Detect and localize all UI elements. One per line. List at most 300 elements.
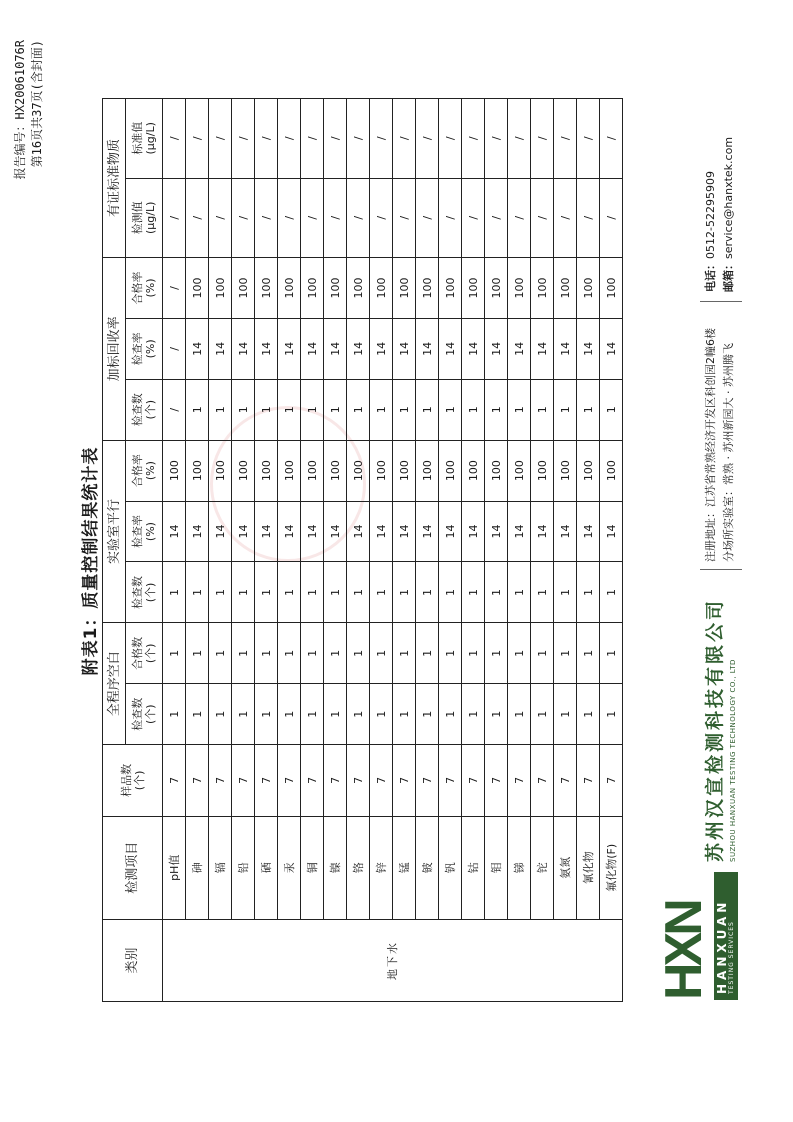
- cell-crm-measured: /: [531, 178, 554, 257]
- cell-spike-pass-rate: 100: [600, 258, 623, 319]
- cell-crm-measured: /: [485, 178, 508, 257]
- table-row: [324, 99, 347, 1002]
- cell-blank-checked: 1: [531, 684, 554, 745]
- cell-parallel-pass-rate: 100: [209, 440, 232, 501]
- header-spike-checked: 检查数 (个): [126, 379, 163, 440]
- cell-blank-qualified: 1: [255, 623, 278, 684]
- cell-parallel-check-rate: 14: [439, 501, 462, 562]
- cell-parallel-checked: 1: [554, 562, 577, 623]
- cell-spike-check-rate: 14: [255, 318, 278, 379]
- cell-blank-checked: 1: [209, 684, 232, 745]
- cell-spike-checked: 1: [577, 379, 600, 440]
- cell-blank-qualified: 1: [209, 623, 232, 684]
- cell-sample-count: 7: [600, 745, 623, 816]
- cell-blank-qualified: 1: [439, 623, 462, 684]
- cell-spike-check-rate: 14: [186, 318, 209, 379]
- cell-parallel-checked: 1: [577, 562, 600, 623]
- table-row: [301, 99, 324, 1002]
- cell-blank-checked: 1: [554, 684, 577, 745]
- cell-spike-check-rate: 14: [370, 318, 393, 379]
- cell-spike-checked: 1: [554, 379, 577, 440]
- cell-spike-check-rate: 14: [554, 318, 577, 379]
- cell-sample-count: 7: [278, 745, 301, 816]
- cell-sample-count: 7: [508, 745, 531, 816]
- cell-parallel-checked: 1: [278, 562, 301, 623]
- cell-spike-pass-rate: 100: [393, 258, 416, 319]
- table-row: [485, 99, 508, 1002]
- cell-crm-measured: /: [416, 178, 439, 257]
- cell-parallel-pass-rate: 100: [301, 440, 324, 501]
- cell-sample-count: 7: [347, 745, 370, 816]
- cell-blank-checked: 1: [347, 684, 370, 745]
- cell-parallel-pass-rate: 100: [163, 440, 186, 501]
- cell-spike-pass-rate: 100: [462, 258, 485, 319]
- cell-spike-checked: 1: [600, 379, 623, 440]
- cell-crm-standard: /: [416, 99, 439, 179]
- cell-blank-checked: 1: [324, 684, 347, 745]
- cell-crm-standard: /: [301, 99, 324, 179]
- cell-item: 铊: [531, 816, 554, 919]
- cell-parallel-checked: 1: [393, 562, 416, 623]
- table-row: [393, 99, 416, 1002]
- cell-sample-count: 7: [577, 745, 600, 816]
- header-parallel-check-rate: 检查率 (%): [126, 501, 163, 562]
- lab-locations: 分场所实验室：常熟 · 苏州新园大 · 苏州腾飞: [722, 343, 735, 562]
- cell-sample-count: 7: [301, 745, 324, 816]
- cell-sample-count: 7: [255, 745, 278, 816]
- cell-blank-checked: 1: [600, 684, 623, 745]
- cell-blank-checked: 1: [508, 684, 531, 745]
- logo-sub: TESTING SERVICES: [728, 921, 735, 994]
- cell-blank-checked: 1: [186, 684, 209, 745]
- cell-parallel-pass-rate: 100: [278, 440, 301, 501]
- cell-spike-check-rate: 14: [577, 318, 600, 379]
- table-row: [347, 99, 370, 1002]
- cell-spike-check-rate: 14: [416, 318, 439, 379]
- cell-parallel-checked: 1: [462, 562, 485, 623]
- cell-sample-count: 7: [393, 745, 416, 816]
- cell-spike-pass-rate: 100: [255, 258, 278, 319]
- cell-parallel-check-rate: 14: [255, 501, 278, 562]
- cell-blank-qualified: 1: [393, 623, 416, 684]
- company-name-cn: 苏州汉宣检测科技有限公司: [704, 597, 726, 862]
- footer-divider: [700, 569, 742, 570]
- table-row: [439, 99, 462, 1002]
- cell-item: 锑: [508, 816, 531, 919]
- cell-crm-standard: /: [462, 99, 485, 179]
- cell-parallel-checked: 1: [370, 562, 393, 623]
- cell-spike-checked: 1: [485, 379, 508, 440]
- cell-crm-standard: /: [209, 99, 232, 179]
- cell-item: 氰化物: [577, 816, 600, 919]
- cell-spike-check-rate: 14: [324, 318, 347, 379]
- cell-crm-measured: /: [577, 178, 600, 257]
- cell-item: 砷: [186, 816, 209, 919]
- cell-spike-pass-rate: 100: [209, 258, 232, 319]
- cell-sample-count: 7: [462, 745, 485, 816]
- cell-parallel-check-rate: 14: [462, 501, 485, 562]
- cell-category: 地下水: [163, 919, 623, 1001]
- cell-parallel-check-rate: 14: [232, 501, 255, 562]
- cell-parallel-check-rate: 14: [301, 501, 324, 562]
- header-blank-checked: 检查数 (个): [126, 684, 163, 745]
- cell-blank-checked: 1: [393, 684, 416, 745]
- cell-sample-count: 7: [531, 745, 554, 816]
- company-name-block: [700, 598, 737, 862]
- cell-spike-check-rate: 14: [462, 318, 485, 379]
- email-address: service@hanxtek.com: [722, 136, 735, 259]
- contact-block: [702, 137, 738, 292]
- cell-crm-standard: /: [278, 99, 301, 179]
- cell-parallel-checked: 1: [301, 562, 324, 623]
- cell-blank-checked: 1: [416, 684, 439, 745]
- cell-sample-count: 7: [232, 745, 255, 816]
- cell-item: 硒: [255, 816, 278, 919]
- cell-parallel-checked: 1: [439, 562, 462, 623]
- header-crm: 有证标准物质: [103, 99, 126, 258]
- cell-spike-checked: 1: [324, 379, 347, 440]
- table-row: [163, 99, 186, 1002]
- cell-parallel-checked: 1: [232, 562, 255, 623]
- cell-item: 钼: [485, 816, 508, 919]
- cell-parallel-check-rate: 14: [416, 501, 439, 562]
- table-row: [370, 99, 393, 1002]
- cell-crm-standard: /: [577, 99, 600, 179]
- cell-blank-qualified: 1: [370, 623, 393, 684]
- cell-sample-count: 7: [209, 745, 232, 816]
- cell-sample-count: 7: [324, 745, 347, 816]
- cell-blank-qualified: 1: [600, 623, 623, 684]
- cell-item: 镉: [209, 816, 232, 919]
- cell-spike-pass-rate: 100: [186, 258, 209, 319]
- header-blank: 全程序空白: [103, 623, 126, 745]
- header-spike: 加标回收率: [103, 258, 126, 441]
- cell-blank-checked: 1: [232, 684, 255, 745]
- cell-parallel-checked: 1: [531, 562, 554, 623]
- cell-spike-pass-rate: /: [163, 258, 186, 319]
- table-row: [531, 99, 554, 1002]
- cell-blank-qualified: 1: [554, 623, 577, 684]
- cell-parallel-check-rate: 14: [600, 501, 623, 562]
- cell-sample-count: 7: [163, 745, 186, 816]
- cell-parallel-checked: 1: [163, 562, 186, 623]
- cell-item: 钒: [439, 816, 462, 919]
- cell-parallel-check-rate: 14: [554, 501, 577, 562]
- cell-spike-pass-rate: 100: [301, 258, 324, 319]
- cell-spike-pass-rate: 100: [347, 258, 370, 319]
- cell-blank-checked: 1: [577, 684, 600, 745]
- cell-spike-checked: 1: [439, 379, 462, 440]
- quality-control-table: [102, 98, 623, 1002]
- cell-parallel-checked: 1: [416, 562, 439, 623]
- report-number-block: [12, 40, 46, 179]
- cell-spike-pass-rate: 100: [531, 258, 554, 319]
- cell-parallel-check-rate: 14: [531, 501, 554, 562]
- cell-parallel-pass-rate: 100: [485, 440, 508, 501]
- cell-blank-checked: 1: [278, 684, 301, 745]
- cell-crm-measured: /: [255, 178, 278, 257]
- cell-spike-checked: 1: [393, 379, 416, 440]
- cell-spike-checked: 1: [209, 379, 232, 440]
- cell-parallel-checked: 1: [255, 562, 278, 623]
- header-spike-check-rate: 检查率 (%): [126, 318, 163, 379]
- cell-item: 钴: [462, 816, 485, 919]
- cell-parallel-check-rate: 14: [186, 501, 209, 562]
- cell-spike-pass-rate: 100: [554, 258, 577, 319]
- cell-spike-pass-rate: 100: [508, 258, 531, 319]
- table-title: 附表1：质量控制结果统计表: [81, 446, 101, 676]
- cell-parallel-pass-rate: 100: [439, 440, 462, 501]
- header-item: 检测项目: [103, 816, 163, 919]
- cell-parallel-check-rate: 14: [370, 501, 393, 562]
- cell-crm-measured: /: [163, 178, 186, 257]
- cell-crm-standard: /: [370, 99, 393, 179]
- cell-spike-checked: 1: [508, 379, 531, 440]
- header-parallel-pass-rate: 合格率 (%): [126, 440, 163, 501]
- cell-blank-qualified: 1: [324, 623, 347, 684]
- cell-spike-checked: 1: [370, 379, 393, 440]
- cell-spike-pass-rate: 100: [278, 258, 301, 319]
- cell-crm-standard: /: [347, 99, 370, 179]
- cell-parallel-checked: 1: [324, 562, 347, 623]
- cell-crm-standard: /: [508, 99, 531, 179]
- cell-crm-measured: /: [508, 178, 531, 257]
- cell-crm-measured: /: [393, 178, 416, 257]
- cell-sample-count: 7: [485, 745, 508, 816]
- cell-parallel-pass-rate: 100: [462, 440, 485, 501]
- cell-spike-check-rate: 14: [347, 318, 370, 379]
- cell-parallel-pass-rate: 100: [232, 440, 255, 501]
- cell-parallel-pass-rate: 100: [600, 440, 623, 501]
- cell-parallel-check-rate: 14: [209, 501, 232, 562]
- cell-item: 镍: [324, 816, 347, 919]
- email-label: 邮箱：: [722, 259, 735, 292]
- table-row: [600, 99, 623, 1002]
- cell-spike-check-rate: 14: [209, 318, 232, 379]
- table-body: [163, 99, 623, 1002]
- cell-parallel-checked: 1: [347, 562, 370, 623]
- cell-spike-checked: 1: [255, 379, 278, 440]
- cell-spike-pass-rate: 100: [439, 258, 462, 319]
- header-parallel-checked: 检查数 (个): [126, 562, 163, 623]
- header-spike-pass-rate: 合格率 (%): [126, 258, 163, 319]
- cell-crm-measured: /: [462, 178, 485, 257]
- company-name-en: SUZHOU HANXUAN TESTING TECHNOLOGY CO., LTD: [729, 659, 737, 862]
- cell-parallel-pass-rate: 100: [416, 440, 439, 501]
- cell-crm-measured: /: [232, 178, 255, 257]
- cell-item: 汞: [278, 816, 301, 919]
- address-block: [702, 328, 738, 562]
- table-row: [278, 99, 301, 1002]
- cell-item: 铅: [232, 816, 255, 919]
- cell-parallel-checked: 1: [508, 562, 531, 623]
- cell-spike-check-rate: 14: [232, 318, 255, 379]
- cell-sample-count: 7: [186, 745, 209, 816]
- cell-spike-check-rate: 14: [508, 318, 531, 379]
- footer-divider-2: [700, 301, 742, 302]
- cell-spike-check-rate: 14: [485, 318, 508, 379]
- cell-spike-checked: 1: [186, 379, 209, 440]
- logo-brand: HANXUAN: [715, 898, 729, 994]
- cell-crm-measured: /: [209, 178, 232, 257]
- footer: [700, 40, 770, 1002]
- cell-spike-check-rate: /: [163, 318, 186, 379]
- cell-crm-standard: /: [600, 99, 623, 179]
- cell-crm-standard: /: [232, 99, 255, 179]
- table-row: [186, 99, 209, 1002]
- cell-spike-pass-rate: 100: [416, 258, 439, 319]
- table-row: [577, 99, 600, 1002]
- cell-blank-checked: 1: [301, 684, 324, 745]
- registered-address: 注册地址：江苏省常熟经济开发区科创园2幢6楼: [704, 328, 717, 562]
- cell-parallel-check-rate: 14: [508, 501, 531, 562]
- cell-blank-qualified: 1: [232, 623, 255, 684]
- cell-blank-checked: 1: [485, 684, 508, 745]
- logo-glyph: HXN: [655, 902, 713, 1000]
- cell-spike-check-rate: 14: [531, 318, 554, 379]
- cell-blank-qualified: 1: [278, 623, 301, 684]
- cell-crm-standard: /: [163, 99, 186, 179]
- cell-parallel-checked: 1: [209, 562, 232, 623]
- cell-item: 铜: [301, 816, 324, 919]
- cell-parallel-checked: 1: [485, 562, 508, 623]
- cell-item: 铍: [416, 816, 439, 919]
- cell-crm-standard: /: [485, 99, 508, 179]
- cell-blank-qualified: 1: [577, 623, 600, 684]
- cell-item: pH值: [163, 816, 186, 919]
- header-crm-standard: 标准值 (μg/L): [126, 99, 163, 179]
- cell-parallel-check-rate: 14: [324, 501, 347, 562]
- cell-crm-measured: /: [370, 178, 393, 257]
- table-row: [416, 99, 439, 1002]
- cell-spike-check-rate: 14: [278, 318, 301, 379]
- cell-item: 锰: [393, 816, 416, 919]
- table-row: [255, 99, 278, 1002]
- cell-blank-qualified: 1: [301, 623, 324, 684]
- cell-spike-checked: 1: [301, 379, 324, 440]
- cell-crm-measured: /: [301, 178, 324, 257]
- cell-blank-qualified: 1: [485, 623, 508, 684]
- cell-spike-check-rate: 14: [600, 318, 623, 379]
- cell-sample-count: 7: [554, 745, 577, 816]
- cell-crm-measured: /: [439, 178, 462, 257]
- cell-parallel-pass-rate: 100: [255, 440, 278, 501]
- report-number: 报告编号：HX20061076R: [13, 40, 27, 180]
- cell-parallel-pass-rate: 100: [554, 440, 577, 501]
- cell-spike-check-rate: 14: [393, 318, 416, 379]
- cell-parallel-pass-rate: 100: [577, 440, 600, 501]
- cell-blank-qualified: 1: [186, 623, 209, 684]
- cell-spike-pass-rate: 100: [370, 258, 393, 319]
- cell-parallel-check-rate: 14: [163, 501, 186, 562]
- cell-parallel-check-rate: 14: [393, 501, 416, 562]
- cell-blank-checked: 1: [255, 684, 278, 745]
- cell-spike-pass-rate: 100: [232, 258, 255, 319]
- cell-parallel-pass-rate: 100: [186, 440, 209, 501]
- cell-blank-checked: 1: [439, 684, 462, 745]
- cell-item: 氨氮: [554, 816, 577, 919]
- cell-spike-checked: 1: [416, 379, 439, 440]
- cell-crm-measured: /: [554, 178, 577, 257]
- cell-spike-checked: 1: [278, 379, 301, 440]
- cell-spike-checked: 1: [462, 379, 485, 440]
- table-row: [508, 99, 531, 1002]
- cell-parallel-check-rate: 14: [347, 501, 370, 562]
- cell-spike-check-rate: 14: [301, 318, 324, 379]
- header-crm-measured: 检测值 (μg/L): [126, 178, 163, 257]
- cell-parallel-check-rate: 14: [577, 501, 600, 562]
- cell-sample-count: 7: [416, 745, 439, 816]
- cell-spike-pass-rate: 100: [577, 258, 600, 319]
- cell-crm-standard: /: [255, 99, 278, 179]
- cell-parallel-checked: 1: [600, 562, 623, 623]
- cell-sample-count: 7: [439, 745, 462, 816]
- cell-parallel-pass-rate: 100: [347, 440, 370, 501]
- cell-crm-standard: /: [393, 99, 416, 179]
- cell-item: 铬: [347, 816, 370, 919]
- phone-number: 0512-52295909: [704, 171, 717, 259]
- header-category: 类别: [103, 919, 163, 1001]
- cell-item: 锌: [370, 816, 393, 919]
- cell-parallel-check-rate: 14: [485, 501, 508, 562]
- cell-parallel-pass-rate: 100: [370, 440, 393, 501]
- table-row: [554, 99, 577, 1002]
- cell-crm-standard: /: [531, 99, 554, 179]
- cell-blank-qualified: 1: [531, 623, 554, 684]
- cell-blank-qualified: 1: [416, 623, 439, 684]
- cell-item: 氟化物(F): [600, 816, 623, 919]
- cell-blank-checked: 1: [370, 684, 393, 745]
- cell-spike-checked: 1: [531, 379, 554, 440]
- cell-crm-measured: /: [600, 178, 623, 257]
- cell-crm-standard: /: [554, 99, 577, 179]
- cell-spike-check-rate: 14: [439, 318, 462, 379]
- cell-crm-standard: /: [439, 99, 462, 179]
- cell-blank-qualified: 1: [347, 623, 370, 684]
- cell-crm-measured: /: [186, 178, 209, 257]
- header-blank-qualified: 合格数 (个): [126, 623, 163, 684]
- header-sample-count: 样品数 (个): [103, 745, 163, 816]
- header-parallel: 实验室平行: [103, 440, 126, 623]
- cell-spike-pass-rate: 100: [324, 258, 347, 319]
- cell-parallel-pass-rate: 100: [324, 440, 347, 501]
- cell-crm-measured: /: [278, 178, 301, 257]
- page-count: 第16页共37页(含封面): [30, 40, 44, 168]
- table-row: [232, 99, 255, 1002]
- cell-crm-standard: /: [324, 99, 347, 179]
- cell-crm-measured: /: [324, 178, 347, 257]
- cell-crm-measured: /: [347, 178, 370, 257]
- cell-sample-count: 7: [370, 745, 393, 816]
- cell-crm-standard: /: [186, 99, 209, 179]
- phone-label: 电话：: [704, 259, 717, 292]
- cell-parallel-pass-rate: 100: [393, 440, 416, 501]
- cell-blank-qualified: 1: [508, 623, 531, 684]
- table-row: [462, 99, 485, 1002]
- cell-spike-pass-rate: 100: [485, 258, 508, 319]
- cell-blank-checked: 1: [163, 684, 186, 745]
- cell-parallel-pass-rate: 100: [531, 440, 554, 501]
- cell-spike-checked: /: [163, 379, 186, 440]
- cell-blank-qualified: 1: [163, 623, 186, 684]
- cell-blank-checked: 1: [462, 684, 485, 745]
- cell-parallel-checked: 1: [186, 562, 209, 623]
- table-row: [209, 99, 232, 1002]
- cell-blank-qualified: 1: [462, 623, 485, 684]
- cell-parallel-check-rate: 14: [278, 501, 301, 562]
- cell-spike-checked: 1: [232, 379, 255, 440]
- cell-spike-checked: 1: [347, 379, 370, 440]
